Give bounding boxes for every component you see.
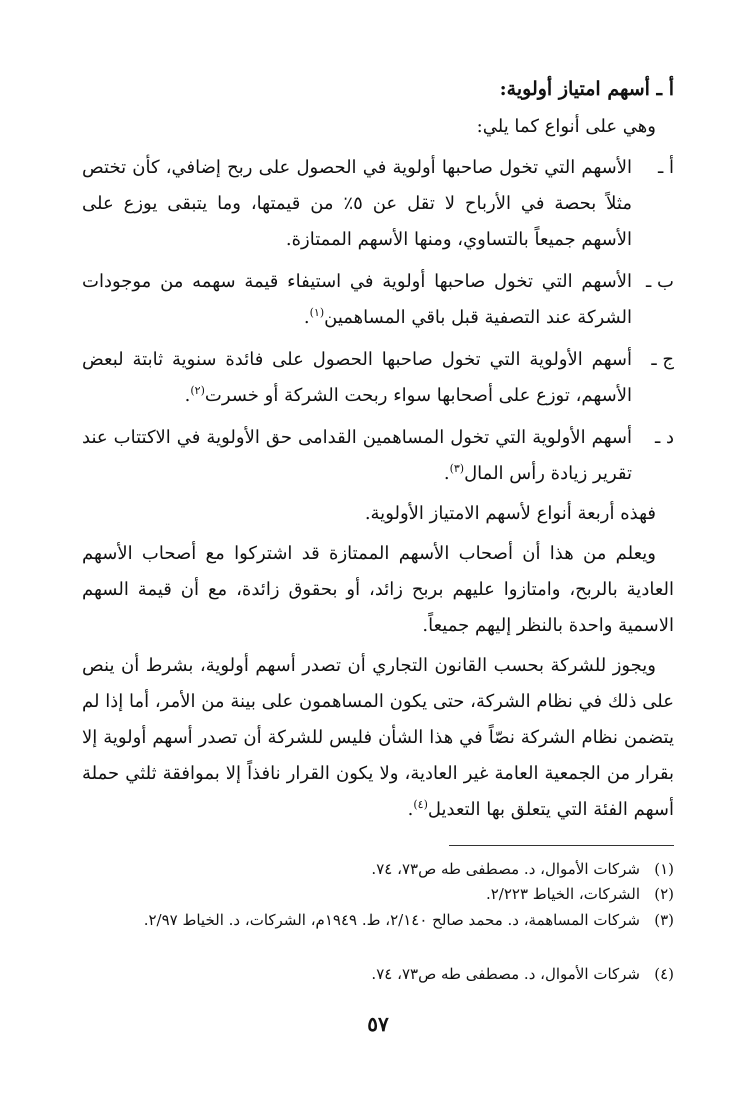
section-heading: أ ـ أسهم امتياز أولوية: <box>499 78 674 100</box>
paragraph-2: ويجوز للشركة بحسب القانون التجاري أن تصدر أسهم أولوية، بشرط أن ينص على ذلك في نظام الشركة، حتى يكون المساهمون على بينة من الأمر، أما إذا لم يتضمن نظام الشركة نصّاً في هذا الشأن فليس للشركة أن تصدر أسهم أولوية إلا بقرار من الجمعية العامة غير العادية، ولا يكون القرار نافذاً إلا بموافقة ثلثي حملة أسهم الفئة التي يتعلق بها التعديل$^{(٤)}$. <box>82 655 674 820</box>
summary-line: فهذه أربعة أنواع لأسهم الامتياز الأولوية. <box>364 503 656 524</box>
footnote-text: الشركات، الخياط ٢/٢٢٣. <box>485 885 640 903</box>
footnote-3 <box>82 908 674 933</box>
list-item-text: أسهم الأولوية التي تخول صاحبها الحصول على فائدة سنوية ثابتة لبعض الأسهم، توزع على أصحابها سواء ربحت الشركة أو خسرت <box>82 349 632 406</box>
footnote-2 <box>82 882 674 907</box>
intro-line: وهي على أنواع كما يلي: <box>476 116 656 137</box>
list-item-c: ج ـ أسهم الأولوية التي تخول صاحبها الحصول على فائدة سنوية ثابتة لبعض الأسهم، توزع على أصحابها سواء ربحت الشركة أو خسرت$^{(٢)}$. <box>82 342 674 414</box>
footnote-ref: (٢) <box>190 384 205 397</box>
list-marker: ب ـ <box>646 271 674 292</box>
list-item-d: د ـ أسهم الأولوية التي تخول المساهمين القدامى حق الأولوية في الاكتتاب عند تقرير زيادة رأس المال$^{(٣)}$. <box>82 420 674 492</box>
footnote-text: شركات المساهمة، د. محمد صالح ٢/١٤٠، ط. ١٩٤٩م، الشركات، د. الخياط ٢/٩٧. <box>143 911 640 929</box>
list-marker: أ ـ <box>658 157 674 178</box>
list-item-text: أسهم الأولوية التي تخول المساهمين القدامى حق الأولوية في الاكتتاب عند تقرير زيادة رأس المال <box>82 427 632 484</box>
footnote-number: (٣) <box>654 911 674 929</box>
footnote-text: شركات الأموال، د. مصطفى طه ص٧٣، ٧٤. <box>371 965 640 983</box>
list-item-text: الأسهم التي تخول صاحبها أولوية في استيفاء قيمة سهمه من موجودات الشركة عند التصفية قبل باقي المساهمين <box>82 271 632 328</box>
footnote-number: (٤) <box>654 965 674 983</box>
page-number: ٥٧ <box>367 1012 389 1036</box>
footnote-ref: (٤) <box>413 798 428 811</box>
footnote-1 <box>82 857 674 882</box>
list-marker: ج ـ <box>651 349 674 370</box>
list-item-text: الأسهم التي تخول صاحبها أولوية في الحصول على ربح إضافي، كأن تختص مثلاً بحصة في الأرباح لا تقل عن ٥٪ من قيمتها، وما يتبقى يوزع على الأسهم جميعاً بالتساوي، ومنها الأسهم الممتازة. <box>82 157 632 250</box>
paragraph-2-text: ويجوز للشركة بحسب القانون التجاري أن تصدر أسهم أولوية، بشرط أن ينص على ذلك في نظام الشركة، حتى يكون المساهمون على بينة من الأمر، أما إذا لم يتضمن نظام الشركة نصّاً في هذا الشأن فليس للشركة أن تصدر أسهم أولوية إلا بقرار من الجمعية العامة غير العادية، ولا يكون القرار نافذاً إلا بموافقة ثلثي حملة أسهم الفئة التي يتعلق بها التعديل <box>82 655 674 820</box>
list-item-a <box>82 150 674 258</box>
footnote-separator <box>449 845 674 846</box>
paragraph-1: ويعلم من هذا أن أصحاب الأسهم الممتازة قد اشتركوا مع أصحاب الأسهم العادية بالربح، وامتازوا عليهم بربح زائد، أو بحقوق زائدة، مع أن قيمة السهم الاسمية واحدة بالنظر إليهم جميعاً. <box>82 543 674 636</box>
footnote-ref: (٣) <box>449 462 465 475</box>
list-item-b: ب ـ الأسهم التي تخول صاحبها أولوية في استيفاء قيمة سهمه من موجودات الشركة عند التصفية قبل باقي المساهمين$^{(١)}$. <box>82 264 674 336</box>
footnote-text: شركات الأموال، د. مصطفى طه ص٧٣، ٧٤. <box>371 860 640 878</box>
footnote-4 <box>82 962 674 987</box>
footnote-ref: (١) <box>309 306 325 319</box>
list-marker: د ـ <box>654 427 674 448</box>
footnote-number: (٢) <box>654 885 674 903</box>
footnote-number: (١) <box>654 860 674 878</box>
